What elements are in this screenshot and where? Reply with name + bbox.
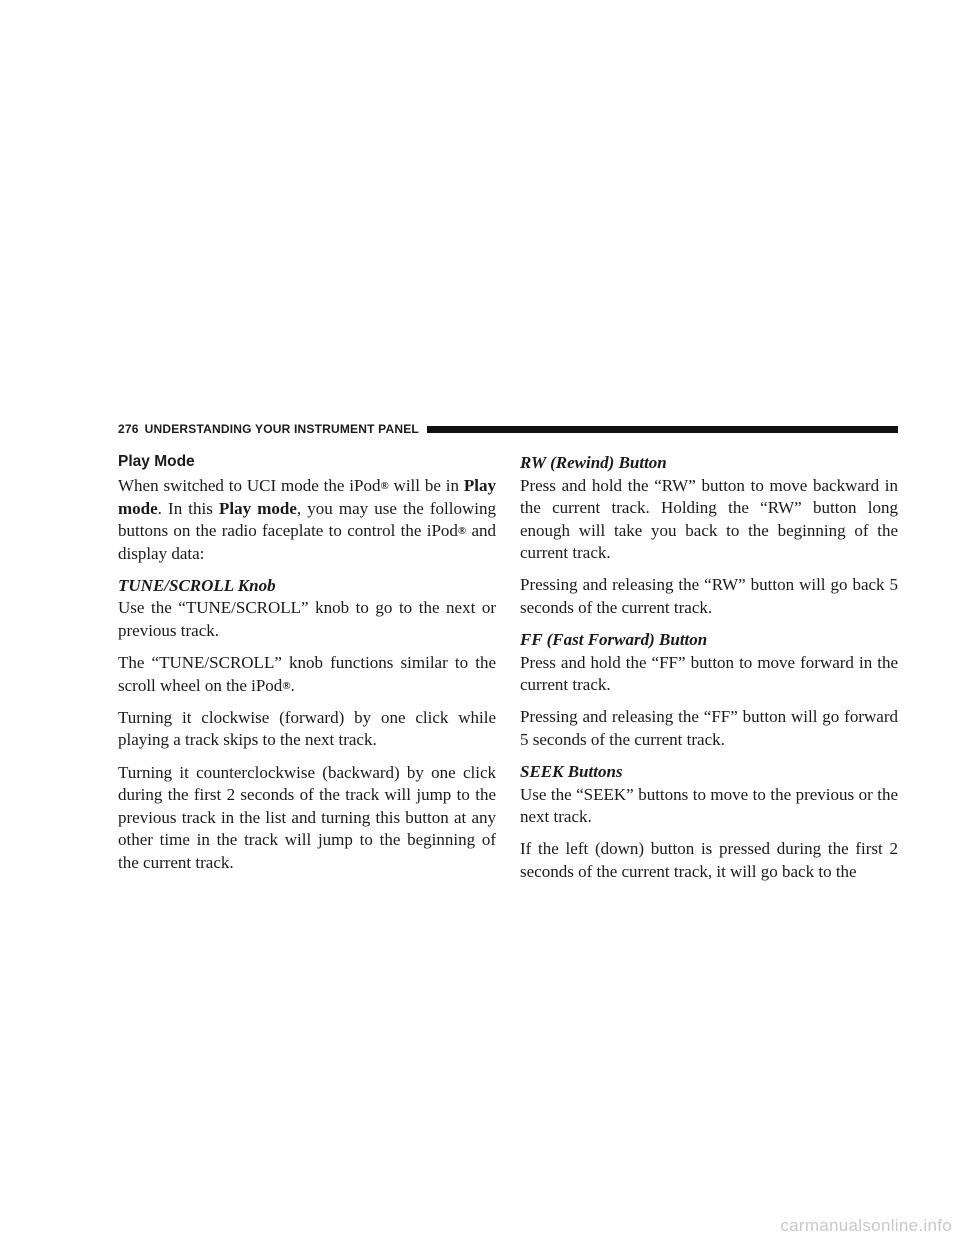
registered-mark: ® [282,679,291,692]
tune-scroll-heading: TUNE/SCROLL Knob [118,575,276,595]
play-mode-term: Play mode [118,476,496,518]
tune-scroll-paragraph-2 [118,652,496,697]
rw-paragraph-1: Press and hold the “RW” button to move backward in the current track. Holding the “RW” button long enough will take you back to the beginning of the current track. [520,475,898,563]
ff-paragraph-1: Press and hold the “FF” button to move forward in the current track. [520,652,898,695]
registered-mark: ® [380,480,389,492]
tune-text: . [290,675,295,695]
left-column [118,452,496,884]
seek-paragraph-1: Use the “SEEK” buttons to move to the previous or the next track. [520,784,898,827]
section-title: UNDERSTANDING YOUR INSTRUMENT PANEL [144,422,419,436]
play-mode-term: Play mode [218,498,297,518]
rw-heading: RW (Rewind) Button [520,453,667,472]
right-column [520,452,898,893]
registered-mark: ® [457,525,467,538]
tune-scroll-paragraph-3: Turning it clockwise (forward) by one click while playing a track skips to the next track. [118,707,496,750]
rw-paragraph-2: Pressing and releasing the “RW” button will go back 5 seconds of the current track. [520,575,898,618]
seek-paragraph-2: If the left (down) button is pressed during the first 2 seconds of the current track, it will go back to the [520,839,898,881]
intro-text: , you may use the following buttons on the radio faceplate to control the iPod [118,498,496,541]
intro-text: . In this [157,498,219,518]
intro-text: will be in [388,476,464,495]
seek-heading: SEEK Buttons [520,762,623,782]
tune-scroll-paragraph-4: Turning it counterclockwise (backward) by one click during the first 2 seconds of the track will jump to the previous track in the list and turning this button at any other time in the track will jump to the beginning of the current track. [118,762,496,872]
tune-text: The “TUNE/SCROLL” knob functions similar to the scroll wheel on the iPod [118,653,496,695]
play-mode-heading: Play Mode [118,453,195,470]
ff-paragraph-2: Pressing and releasing the “FF” button will go forward 5 seconds of the current track. [520,707,898,750]
ff-heading: FF (Fast Forward) Button [520,630,708,650]
tune-scroll-paragraph-1: Use the “TUNE/SCROLL” knob to go to the next or previous track. [118,598,496,641]
page-number: 276 [118,422,139,436]
header-rule [427,426,898,433]
play-mode-intro [118,475,496,565]
intro-text: and display data: [118,521,496,563]
watermark: carmanualsonline.info [780,1216,952,1235]
page-header [118,420,898,438]
intro-text: When switched to UCI mode the iPod [118,476,381,495]
